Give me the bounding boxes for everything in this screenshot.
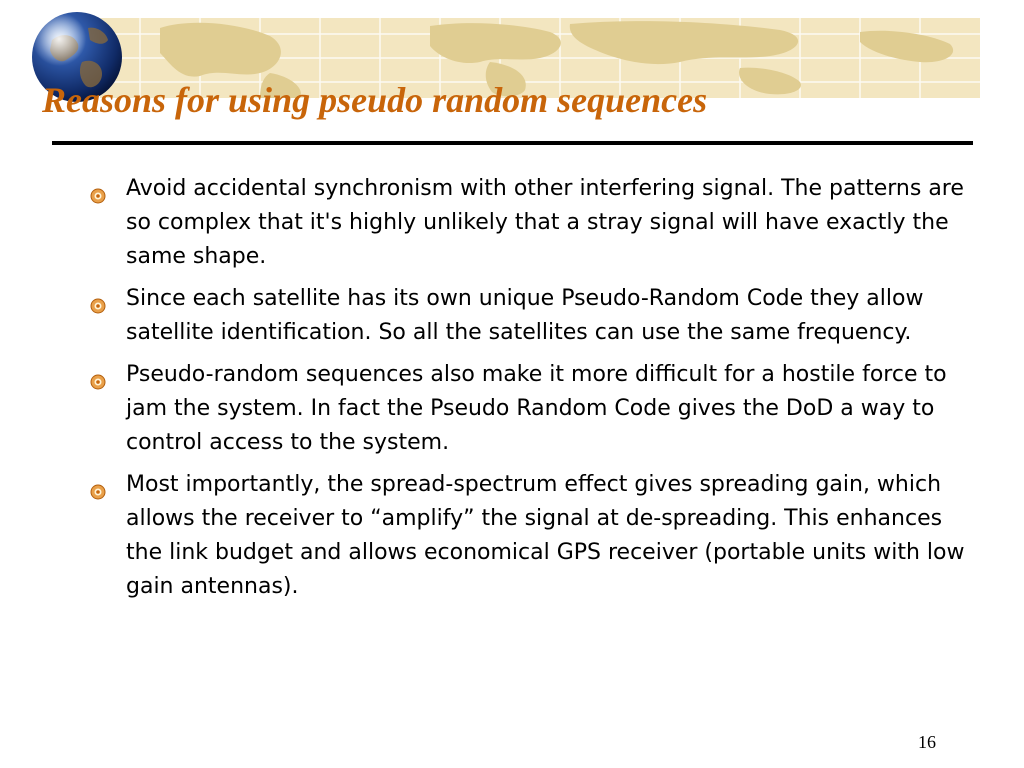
orange-circle-bullet-icon — [90, 291, 106, 307]
bullet-list — [90, 172, 980, 612]
page-number: 16 — [918, 732, 936, 752]
list-item — [90, 172, 980, 274]
list-item — [90, 282, 980, 350]
bullet-text: Since each satellite has its own unique Pseudo-Random Code they allow satellite identification. So all the satellites can use the same frequency. — [126, 286, 924, 345]
list-item — [90, 358, 980, 460]
orange-circle-bullet-icon — [90, 477, 106, 493]
slide-title: Reasons for using pseudo random sequences — [42, 80, 708, 120]
bullet-text: Avoid accidental synchronism with other interfering signal. The patterns are so complex that it's highly unlikely that a stray signal will have exactly the same shape. — [126, 176, 964, 269]
title-divider — [52, 141, 973, 145]
list-item — [90, 468, 980, 604]
bullet-text: Most importantly, the spread-spectrum effect gives spreading gain, which allows the receiver to “amplify” the signal at de-spreading. This enhances the link budget and allows economical GPS receiver (portable units with low gain antennas). — [126, 472, 965, 599]
orange-circle-bullet-icon — [90, 367, 106, 383]
bullet-text: Pseudo-random sequences also make it more difficult for a hostile force to jam the system. In fact the Pseudo Random Code gives the DoD a way to control access to the system. — [126, 362, 947, 455]
orange-circle-bullet-icon — [90, 181, 106, 197]
